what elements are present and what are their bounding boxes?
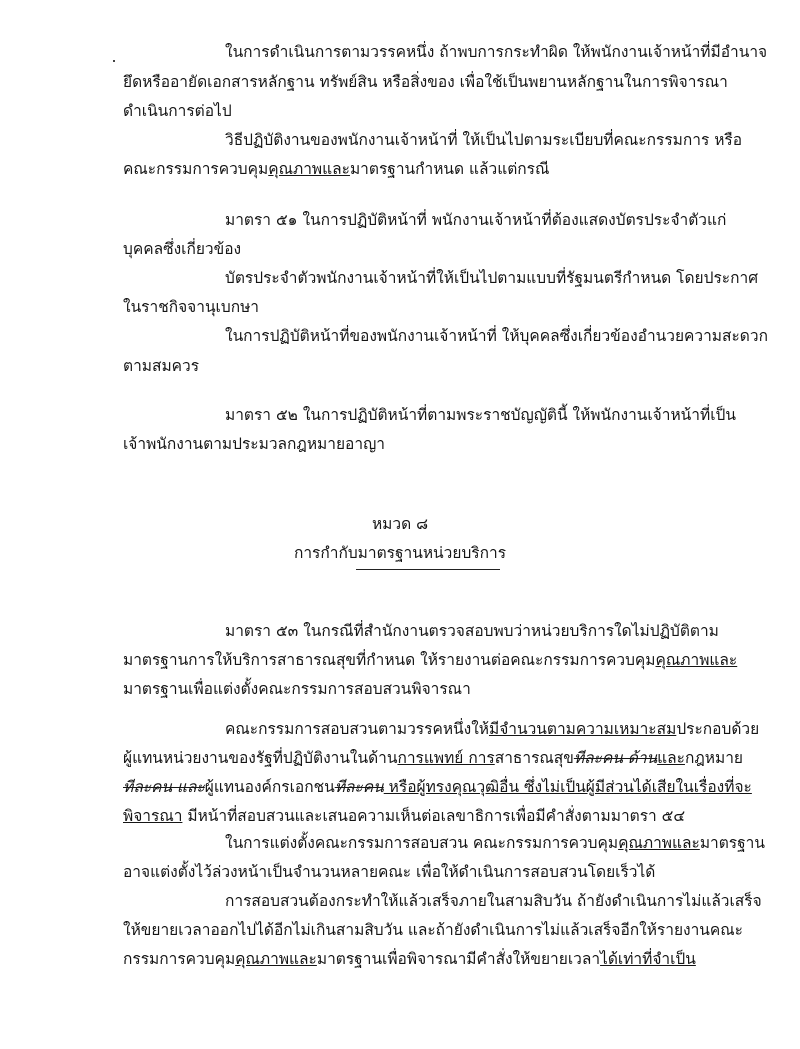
and-underline: และ: [657, 749, 685, 767]
section-51-line6: ตามสมควร: [123, 357, 200, 375]
section-53-p4-line2: ให้ขยายเวลาออกไปได้อีกไม่เกินสามสิบวัน และถ้ายังดำเนินการไม่แล้วเสร็จอีกให้รายงานคณะ: [123, 921, 743, 939]
section-51-line3: บัตรประจำตัวพนักงานเจ้าหน้าที่ให้เป็นไปตามแบบที่รัฐมนตรีกำหนด โดยประกาศ: [225, 269, 759, 287]
chapter-title: การกำกับมาตรฐานหน่วยบริการ: [293, 544, 507, 562]
para1-line3: ดำเนินการต่อไป: [123, 102, 232, 120]
quality-underline: คุณภาพและ: [235, 950, 317, 968]
struck-text: ทีละคน: [334, 778, 384, 796]
section-53-p2-line3: [123, 777, 752, 797]
section-53-line2: [123, 650, 737, 670]
chapter-number: หมวด ๘: [371, 515, 429, 533]
rep-text: ผู้แทนหน่วยงานของรัฐที่ปฏิบัติงานในด้าน: [123, 749, 398, 767]
section-51-line1: มาตรา ๕๑ ในการปฏิบัติหน้าที่ พนักงานเจ้าหน้าที่ต้องแสดงบัตรประจำตัวแก่: [225, 211, 727, 229]
section-52-line2: เจ้าพนักงานตามประมวลกฎหมายอาญา: [123, 435, 385, 453]
para2-text-end: มาตรฐานกำหนด แล้วแต่กรณี: [349, 160, 550, 178]
section-53-p4-line1: การสอบสวนต้องกระทำให้แล้วเสร็จภายในสามสิบวัน ถ้ายังดำเนินการไม่แล้วเสร็จ: [225, 892, 762, 910]
quality-underline: คุณภาพและ: [655, 651, 738, 669]
section-53-p3-line1: [225, 833, 765, 853]
committee-text-end: ประกอบด้วย: [676, 720, 760, 738]
public-health-text: สาธารณสุข: [494, 749, 574, 767]
para2-line2: [123, 159, 549, 179]
struck-text: ทีละคน ด้าน: [573, 749, 658, 767]
quality-underline: คุณภาพและ: [268, 160, 350, 178]
amount-underline: มีจำนวนตามความเหมาะสม: [488, 720, 677, 738]
medical-underline: การแพทย์ การ: [397, 749, 495, 767]
para2-text: คณะกรรมการควบคุม: [123, 160, 269, 178]
necessary-underline: ได้เท่าที่จำเป็น: [600, 950, 696, 968]
chapter-rule: [356, 569, 500, 570]
committee-text: กรรมการควบคุม: [123, 950, 236, 968]
section-53-line3: มาตรฐานเพื่อแต่งตั้งคณะกรรมการสอบสวนพิจารณา: [123, 680, 471, 698]
struck-text: ทีละคน และ: [123, 778, 205, 796]
section-51-line5: ในการปฏิบัติหน้าที่ของพนักงานเจ้าหน้าที่ ให้บุคคลซึ่งเกี่ยวข้องอำนวยความสะดวก: [225, 327, 768, 345]
para1-line1: ในการดำเนินการตามวรรคหนึ่ง ถ้าพบการกระทำผิด ให้พนักงานเจ้าหน้าที่มีอำนาจ: [225, 43, 768, 61]
section-53-p2-line4: [123, 806, 685, 826]
section-52-line1: มาตรา ๕๒ ในการปฏิบัติหน้าที่ตามพระราชบัญญัตินี้ ให้พนักงานเจ้าหน้าที่เป็น: [225, 406, 736, 424]
section-53-text: มาตรฐานการให้บริการสาธารณสุขที่กำหนด ให้รายงานต่อคณะกรรมการควบคุม: [123, 651, 656, 669]
consider-underline: พิจารณา: [123, 807, 183, 825]
para2-line1: วิธีปฏิบัติงานของพนักงานเจ้าหน้าที่ ให้เป็นไปตามระเบียบที่คณะกรรมการ หรือ: [225, 131, 743, 149]
para1-line2: ยึดหรืออายัดเอกสารหลักฐาน ทรัพย์สิน หรือสิ่งของ เพื่อใช้เป็นพยานหลักฐานในการพิจารณา: [123, 73, 728, 91]
law-text: กฎหมาย: [684, 749, 743, 767]
appoint-text: ในการแต่งตั้งคณะกรรมการสอบสวน คณะกรรมการควบคุม: [225, 834, 619, 852]
section-53-p2-line1: [225, 719, 759, 739]
section-53-p2-line2: [123, 748, 743, 768]
quality-underline: คุณภาพและ: [618, 834, 700, 852]
section-53-p3-line2: อาจแต่งตั้งไว้ล่วงหน้าเป็นจำนวนหลายคณะ เพื่อให้ดำเนินการสอบสวนโดยเร็วได้: [123, 863, 656, 881]
duty-text: มีหน้าที่สอบสวนและเสนอความเห็นต่อเลขาธิการเพื่อมีคำสั่งตามมาตรา ๕๔: [182, 807, 686, 825]
ngo-text: ผู้แทนองค์กรเอกชน: [204, 778, 335, 796]
section-51-line2: บุคคลซึ่งเกี่ยวข้อง: [123, 240, 242, 258]
section-53-p4-line3: [123, 949, 696, 969]
section-51-line4: ในราชกิจจานุเบกษา: [123, 298, 260, 316]
scan-speck: [113, 60, 115, 62]
section-53-line1: มาตรา ๕๓ ในกรณีที่สำนักงานตรวจสอบพบว่าหน่วยบริการใดไม่ปฏิบัติตาม: [225, 622, 719, 640]
standard-text: มาตรฐาน: [699, 834, 765, 852]
expert-underline: หรือผู้ทรงคุณวุฒิอื่น ซึ่งไม่เป็นผู้มีส่วนได้เสียในเรื่องที่จะ: [383, 778, 752, 796]
committee-text: คณะกรรมการสอบสวนตามวรรคหนึ่งให้: [225, 720, 489, 738]
extend-text: มาตรฐานเพื่อพิจารณามีคำสั่งให้ขยายเวลา: [316, 950, 601, 968]
